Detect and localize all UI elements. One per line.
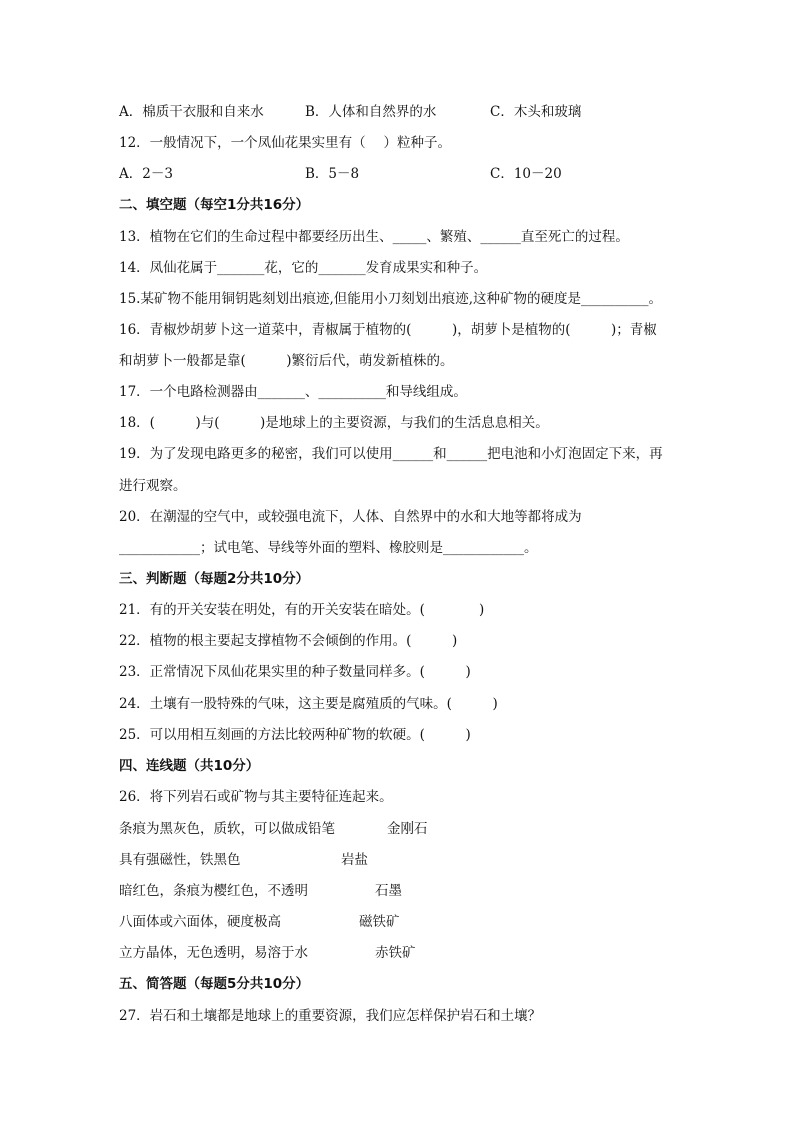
question-21: 21．有的开关安装在明处，有的开关安装在暗处。( ) bbox=[119, 602, 485, 618]
question-25: 25．可以用相互刻画的方法比较两种矿物的软硬。( ) bbox=[119, 727, 471, 743]
question-27: 27．岩石和土壤都是地球上的重要资源，我们应怎样保护岩石和土壤？ bbox=[119, 1008, 542, 1024]
q11-option-a: A．棉质干衣服和自来水 bbox=[119, 104, 264, 120]
question-19-line2: 进行观察。 bbox=[119, 478, 187, 494]
question-24: 24．土壤有一股特殊的气味，这主要是腐殖质的气味。( ) bbox=[119, 696, 498, 712]
mineral-item: 磁铁矿 bbox=[359, 914, 400, 930]
question-16-line2: 和胡萝卜一般都是靠( )繁衍后代，萌发新植株的。 bbox=[119, 353, 454, 369]
feature-item: 八面体或六面体，硬度极高 bbox=[119, 914, 281, 930]
mineral-item: 金刚石 bbox=[387, 821, 428, 837]
q12-stem: 12．一般情况下，一个凤仙花果实里有（ ）粒种子。 bbox=[119, 135, 451, 151]
mineral-item: 赤铁矿 bbox=[375, 945, 416, 961]
q12-option-c: C．10－20 bbox=[490, 166, 562, 182]
question-14: 14．凤仙花属于_______花，它的_______发育成果实和种子。 bbox=[119, 260, 488, 276]
section3-heading: 三、判断题（每题2分共10分） bbox=[119, 571, 310, 587]
mineral-item: 石墨 bbox=[375, 883, 402, 899]
question-22: 22．植物的根主要起支撑植物不会倾倒的作用。( ) bbox=[119, 633, 458, 649]
feature-item: 具有强磁性，铁黑色 bbox=[119, 852, 241, 868]
question-23: 23．正常情况下凤仙花果实里的种子数量同样多。( ) bbox=[119, 664, 471, 680]
q11-option-b: B．人体和自然界的水 bbox=[305, 104, 437, 120]
question-19-line1: 19．为了发现电路更多的秘密，我们可以使用______和______把电池和小灯泡固定下来，再 bbox=[119, 446, 663, 462]
q12-option-a: A．2－3 bbox=[119, 166, 173, 182]
q12-option-b: B．5－8 bbox=[305, 166, 360, 182]
question-20-line2: ____________；试电笔、导线等外面的塑料、橡胶则是____________。 bbox=[119, 540, 538, 556]
question-20-line1: 20．在潮湿的空气中，或较强电流下，人体、自然界中的水和大地等都将成为 bbox=[119, 509, 582, 525]
question-17: 17．一个电路检测器由_______、__________和导线组成。 bbox=[119, 384, 467, 400]
question-13: 13．植物在它们的生命过程中都要经历出生、_____、繁殖、______直至死亡的过程。 bbox=[119, 229, 629, 245]
feature-item: 暗红色，条痕为樱红色，不透明 bbox=[119, 883, 308, 899]
feature-item: 条痕为黑灰色，质软，可以做成铅笔 bbox=[119, 821, 335, 837]
feature-item: 立方晶体，无色透明，易溶于水 bbox=[119, 945, 308, 961]
question-26: 26．将下列岩石或矿物与其主要特征连起来。 bbox=[119, 789, 393, 805]
q11-option-c: C．木头和玻璃 bbox=[490, 104, 582, 120]
question-18: 18．( )与( )是地球上的主要资源，与我们的生活息息相关。 bbox=[119, 415, 549, 431]
section4-heading: 四、连线题（共10分） bbox=[119, 758, 260, 774]
mineral-item: 岩盐 bbox=[341, 852, 368, 868]
section5-heading: 五、简答题（每题5分共10分） bbox=[119, 976, 310, 992]
question-16-line1: 16．青椒炒胡萝卜这一道菜中，青椒属于植物的( )，胡萝卜是植物的( )；青椒 bbox=[119, 322, 657, 338]
section2-heading: 二、填空题（每空1分共16分） bbox=[119, 197, 310, 213]
question-15: 15.某矿物不能用铜钥匙刻划出痕迹,但能用小刀刻划出痕迹,这种矿物的硬度是__________。 bbox=[119, 291, 663, 307]
